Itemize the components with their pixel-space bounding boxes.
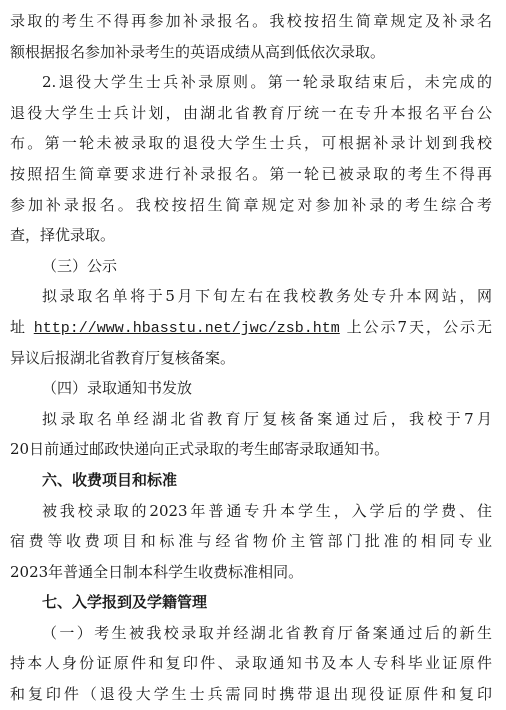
text-line-12: 异议后报湖北省教育厅复核备案。 xyxy=(10,348,236,367)
section-heading-enrollment: 七、入学报到及学籍管理 xyxy=(42,593,208,612)
text-line-2: 额根据报名参加补录考生的英语成绩从高到低依次录取。 xyxy=(10,42,386,61)
text-line-21: （一）考生被我校录取并经湖北省教育厅备案通过后的新生 xyxy=(42,623,492,642)
text-line-22: 持本人身份证原件和复印件、录取通知书及本人专科毕业证原件 xyxy=(10,654,492,673)
url-suffix: 上公示7天，公示无 xyxy=(339,317,492,336)
section-heading-notice: （四）录取通知书发放 xyxy=(42,379,193,398)
text-line-19: 2023年普通全日制本科学生收费标准相同。 xyxy=(10,562,304,581)
text-line-15: 20日前通过邮政快递向正式录取的考生邮寄录取通知书。 xyxy=(10,440,390,459)
text-line-1: 录取的考生不得再参加补录报名。我校按招生简章规定及补录名 xyxy=(10,12,492,30)
text-line-6: 按照招生简章要求进行补录报名。第一轮已被录取的考生不得再 xyxy=(10,164,492,183)
section-heading-fees: 六、收费项目和标准 xyxy=(42,470,178,489)
text-line-18: 宿费等收费项目和标准与经省物价主管部门批准的相同专业 xyxy=(10,532,492,551)
text-line-14: 拟录取名单经湖北省教育厅复核备案通过后，我校于7月 xyxy=(42,409,492,428)
text-line-8: 查，择优录取。 xyxy=(10,226,116,245)
url-line xyxy=(10,312,492,343)
website-link[interactable]: http://www.hbasstu.net/jwc/zsb.htm xyxy=(33,319,340,337)
text-line-3: 2.退役大学生士兵补录原则。第一轮录取结束后，未完成的 xyxy=(42,73,492,92)
text-line-23: 和复印件（退役大学生士兵需同时携带退出现役证原件和复印 xyxy=(10,685,492,704)
url-prefix: 址 xyxy=(10,317,34,336)
text-line-10: 拟录取名单将于5月下旬左右在我校教务处专升本网站，网 xyxy=(42,287,492,306)
text-line-7: 参加补录报名。我校按招生简章规定对参加补录的考生综合考 xyxy=(10,195,492,214)
section-heading-publicity: （三）公示 xyxy=(42,256,118,275)
text-line-5: 布。第一轮未被录取的退役大学生士兵，可根据补录计划到我校 xyxy=(10,134,492,153)
text-line-17: 被我校录取的2023年普通专升本学生，入学后的学费、住 xyxy=(42,501,492,520)
text-line-4: 退役大学生士兵计划，由湖北省教育厅统一在专升本报名平台公 xyxy=(10,103,492,122)
